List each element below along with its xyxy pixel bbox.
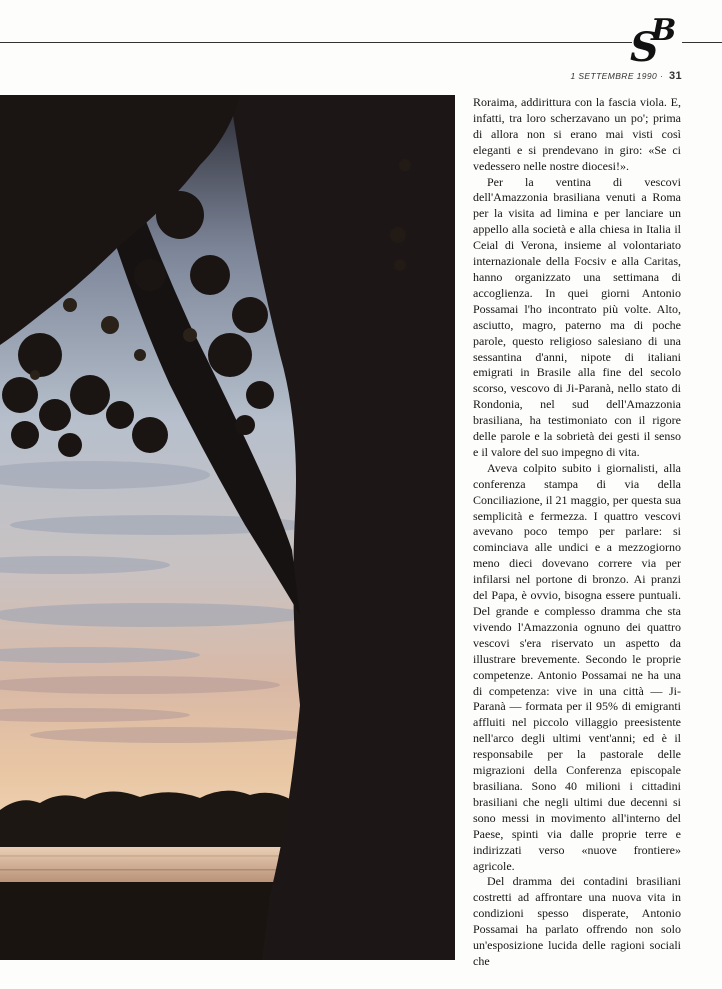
issue-date: 1 SETTEMBRE 1990 (570, 71, 658, 81)
header-rule-right (682, 42, 722, 43)
article-paragraph-1: Roraima, addirittura con la fascia viola. E, infatti, tra loro scherzavano un po'; prima di allora non si erano mai visti così eleganti e si prendevano in giro: «Se ci vedessero nelle nostre diocesi!». (473, 95, 681, 173)
page-folio (570, 70, 682, 82)
page-number: 31 (668, 70, 682, 82)
header-rule (0, 42, 632, 43)
article-paragraph-3: Aveva colpito subito i giornalisti, alla conferenza stampa di via della Conciliazione, il 21 maggio, per questa sua semplicità e fermezza. I quattro vescovi avevano poco tempo per parlare: si cominciava alle undici e a mezzogiorno meno dieci dovevano correre via per infilarsi nel portone di bronzo. Ai pranzi del Papa, è ovvio, bisogna essere puntuali. Del grande e complesso dramma che sta vivendo l'Amazzonia ognuno dei quattro vescovi s'era riservato un aspetto da illustrare brevemente. Secondo le proprie competenze. Antonio Possamai ne ha una di competenza: vive in una città — Ji-Paranà — formata per il 95% di emigranti affluiti nel piccolo villaggio preesistente nell'arco degli ultimi vent'anni; ed è il responsabile per la pastorale delle migrazioni della Conferenza episcopale brasiliana. Sono 40 milioni i cittadini brasiliani che negli ultimi due decenni si sono messi in movimento all'interno del Paese, spinti via dalle proprie terre e indirizzati verso «nuove frontiere» agricole. (473, 460, 681, 873)
article-paragraph-4: Del dramma dei contadini brasiliani costretti ad affrontare una nuova vita in condizioni spesso disperate, Antonio Possamai ha parlato offrendo non solo un'esposizione lucida delle ragioni sociali che (473, 874, 681, 968)
article-column (473, 95, 681, 970)
article-paragraph-2: Per la ventina di vescovi dell'Amazzonia brasiliana venuti a Roma per la visita ad limina e per lanciare un appello alla società e alla chiesa in Italia il Ceial di Verona, insieme al volontariato internazionale della Focsiv e alla Caritas, hanno organizzato una settimana di accoglienza. In quei giorni Antonio Possamai l'ho incontrato più volte. Alto, asciutto, magro, paterno ma di poche parole, questo religioso salesiano di una sessantina d'anni, nipote di italiani emigrati in Brasile alla fine del secolo scorso, vescovo di Ji-Paranà, nello stato di Rondonia, nel sud dell'Amazzonia brasiliana, ha testimoniato con il rigore delle parole e la sobrietà dei gesti il senso e il valore del suo impegno di vita. (473, 174, 681, 459)
logo-letter-s: S (630, 24, 659, 71)
logo-letter-b: B (651, 13, 677, 48)
magazine-logo (630, 13, 686, 71)
folio-separator: · (659, 71, 664, 81)
sunset-tree-photo (0, 95, 455, 960)
